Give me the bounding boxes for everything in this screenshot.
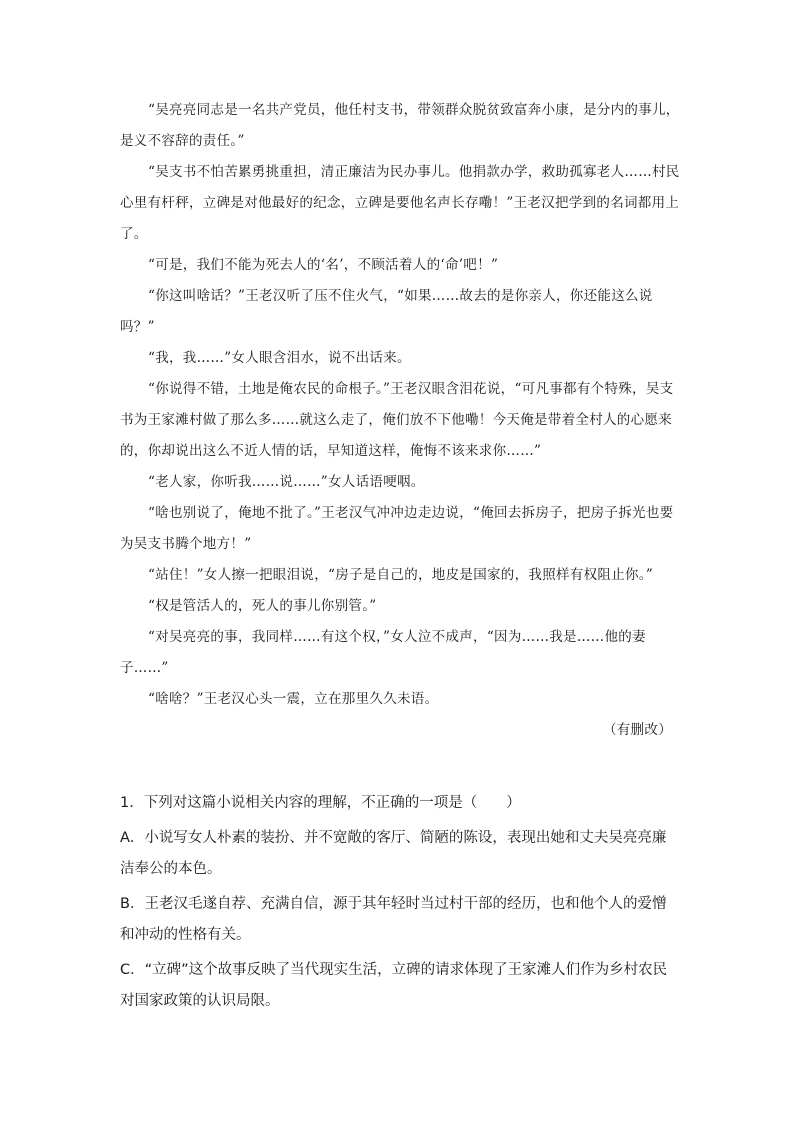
story-paragraph: “你说得不错，土地是俺农民的命根子。”王老汉眼含泪花说，“可凡事都有个特殊，吴支书为王家滩村做了那么多……就这么走了，俺们放不下他嘞！今天俺是带着全村人的心愿来的，你却说出这么不近人情的话，早知道这样，俺悔不该来求你……” [120, 381, 674, 459]
story-text [120, 95, 680, 746]
story-paragraph: “权是管活人的，死人的事儿你别管。” [148, 598, 377, 614]
story-paragraph: “可是，我们不能为死去人的‘名’，不顾活着人的‘命’吧！” [148, 257, 499, 273]
story-paragraph: “我，我……”女人眼含泪水，说不出话来。 [148, 350, 411, 366]
story-paragraph: “对吴亮亮的事，我同样……有这个权，”女人泣不成声，“因为……我是……他的妻子……” [120, 629, 646, 676]
story-paragraph: “啥也别说了，俺地不批了。”王老汉气冲冲边走边说，“俺回去拆房子，把房子拆光也要为吴支书腾个地方！” [120, 505, 674, 552]
question-section [120, 788, 680, 1021]
option-a: A．小说写女人朴素的装扮、并不宽敞的客厅、简陋的陈设，表现出她和丈夫吴亮亮廉洁奉公的本色。 [120, 830, 667, 877]
story-paragraph: “老人家，你听我……说……”女人话语哽咽。 [148, 474, 425, 490]
story-paragraph: “吴亮亮同志是一名共产党员，他任村支书，带领群众脱贫致富奔小康，是分内的事儿，是义不容辞的责任。” [120, 102, 680, 149]
story-paragraph: “站住！”女人擦一把眼泪说，“房子是自己的，地皮是国家的，我照样有权阻止你。” [148, 567, 654, 583]
question-1: 1．下列对这篇小说相关内容的理解，不正确的一项是（ ） [120, 795, 521, 811]
edit-note: （有删改） [603, 722, 672, 738]
story-paragraph: “吴支书不怕苦累勇挑重担，清正廉洁为民办事儿。他捐款办学，救助孤寡老人……村民心里有杆秤，立碑是对他最好的纪念，立碑是要他名声长存嘞！”王老汉把学到的名词都用上了。 [120, 164, 680, 242]
story-paragraph: “你这叫啥话？”王老汉听了压不住火气，“如果……故去的是你亲人，你还能这么说吗？” [120, 288, 653, 335]
option-c: C．“立碑”这个故事反映了当代现实生活，立碑的请求体现了王家滩人们作为乡村农民对国家政策的认识局限。 [120, 962, 668, 1009]
option-b: B．王老汉毛遂自荐、充满自信，源于其年轻时当过村干部的经历，也和他个人的爱憎和冲动的性格有关。 [120, 896, 667, 943]
story-paragraph: “啥啥？”王老汉心头一震，立在那里久久未语。 [148, 691, 439, 707]
